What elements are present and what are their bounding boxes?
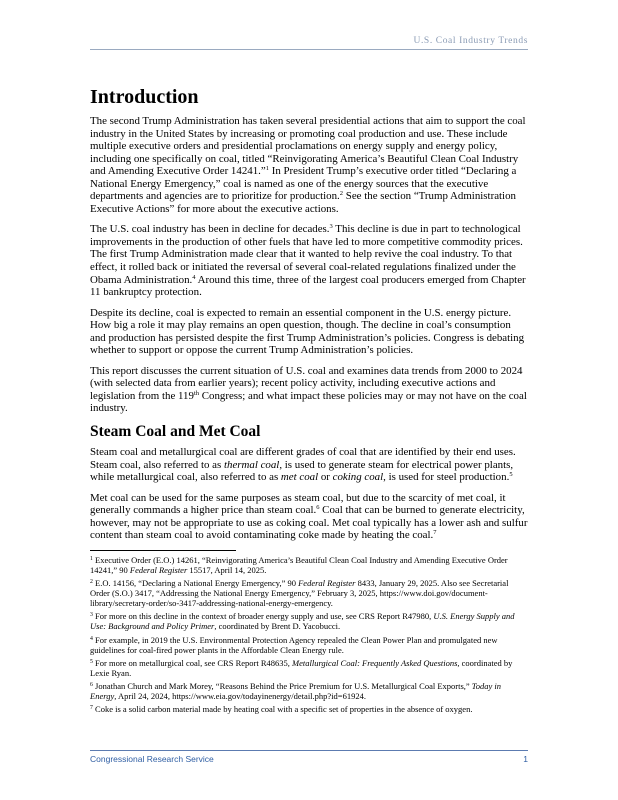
ordinal-suffix: th [193,389,200,397]
footer-divider [90,750,528,751]
intro-paragraph-3: Despite its decline, coal is expected to remain an essential component in the U.S. energy picture. How big a role it may play remains an open question, though. The decline in coal’s consumption and production has persisted despite the first Trump Administration’s policies. Congress is debating whether to support or oppose the current Trump Administration’s policies. [90,306,525,357]
page-content [90,86,528,717]
section-heading-steam-met-coal: Steam Coal and Met Coal [90,423,261,441]
footnote-divider [90,550,236,551]
footnote-ref-6[interactable]: 6 [316,504,320,512]
header-divider [90,49,528,50]
footnote-6: $^6$ Jonathan Church and Mark Morey, “Reasons Behind the Price Premium for U.S. Metallurgical Coal Exports,” Today in Energy, April 24, 2024, https://www.eia.gov/todayinenergy/detail.php?id=61924. [90,680,502,702]
intro-paragraph-2: The U.S. coal industry has been in decline for decades.$^3$ This decline is due in part to technological improvements in the production of other fuels that have led to more competitive commodity prices. The first Trump Administration made clear that it wanted to help revive the coal industry. To that effect, it rolled back or initiated the reversal of several coal-related regulations finalized under the Obama Administration.$^4$ Around this time, three of the largest coal producers emerged from Chapter 11 bankruptcy protection. [90,223,526,299]
footnote-ref-3[interactable]: 3 [329,223,333,231]
section-heading-introduction: Introduction [90,86,199,108]
footnote-1: $^1$ Executive Order (E.O.) 14261, “Reinvigorating America’s Beautiful Clean Coal Industry and Amending Executive Order 14241,” 90 Federal Register 15517, April 14, 2025. [90,554,508,575]
footnote-7: $^7$ Coke is a solid carbon material made by heating coal with a specific set of properties in the absence of oxygen. [90,704,473,715]
footnote-ref-7[interactable]: 7 [433,529,437,537]
page-number: 1 [523,754,528,764]
footnote-3: $^3$ For more on this decline in the context of broader energy supply and use, see CRS Report R47980, U.S. Energy Supply and Use: Background and Policy Primer, coordinated by Brent D. Yacobucci. [90,611,515,632]
intro-paragraph-1: The second Trump Administration has taken several presidential actions that aim to support the coal industry in the United States by increasing or promoting coal production and use. These include multiple executive orders and presidential proclamations on energy supply and energy policy, including one specifically on coal, titled “Reinvigorating America’s Beautiful Clean Coal Industry and Amending Executive Order 14241.”$^1$ In President Trump’s executive order titled “Declaring a National Energy Emergency,” coal is named as one of the energy sources that the executive departments and agencies are to prioritize for production.$^2$ See the section “Trump Administration Executive Actions” for more about the executive actions. [90,115,526,215]
coal-paragraph-1: Steam coal and metallurgical coal are different grades of coal that are identified by their end uses. Steam coal, also referred to as thermal coal, is used to generate steam for electrical power plants, while metallurgical coal, also referred to as met coal or coking coal, is used for steel production.$^5$ [90,446,516,484]
intro-paragraph-4: This report discusses the current situation of U.S. coal and examines data trends from 2000 to 2024 (with selected data from earlier years); recent policy activity, including executive actions and legislation from the 119th Congress; and what impact these policies may or may not have on the coal industry. [90,364,527,415]
footer-publisher: Congressional Research Service [90,754,214,764]
footnote-ref-1[interactable]: 1 [265,165,269,173]
footnote-ref-2[interactable]: 2 [339,190,344,198]
footnote-5: $^5$ For more on metallurgical coal, see CRS Report R48635, Metallurgical Coal: Frequently Asked Questions, coordinated by Lexie Ryan. [90,657,513,678]
footnote-ref-5[interactable]: 5 [509,471,513,479]
footnote-ref-4[interactable]: 4 [192,273,196,281]
footnote-2: $^2$ E.O. 14156, “Declaring a National Energy Emergency,” 90 Federal Register 8433, January 29, 2025. Also see Secretarial Order (S.O.) 3417, “Addressing the National Energy Emergency,” February 3, 2025, https://www.doi.gov/document-library/secretary-order/so-3417-addressing-national-energy-emergency. [90,578,509,609]
running-header: U.S. Coal Industry Trends [413,36,528,46]
coal-paragraph-2: Met coal can be used for the same purposes as steam coal, but due to the scarcity of met coal, it generally commands a higher price than steam coal.$^6$ Coal that can be burned to generate electricity, however, may not be appropriate to use as coking coal. Met coal typically has a lower ash and sulfur content than steam coal to avoid contaminating coke made by heating the coal.$^7$ [90,491,528,542]
footnote-4: $^4$ For example, in 2019 the U.S. Environmental Protection Agency repealed the Clean Power Plan and promulgated new guidelines for coal-fired power plants in the Affordable Clean Energy rule. [90,634,498,655]
